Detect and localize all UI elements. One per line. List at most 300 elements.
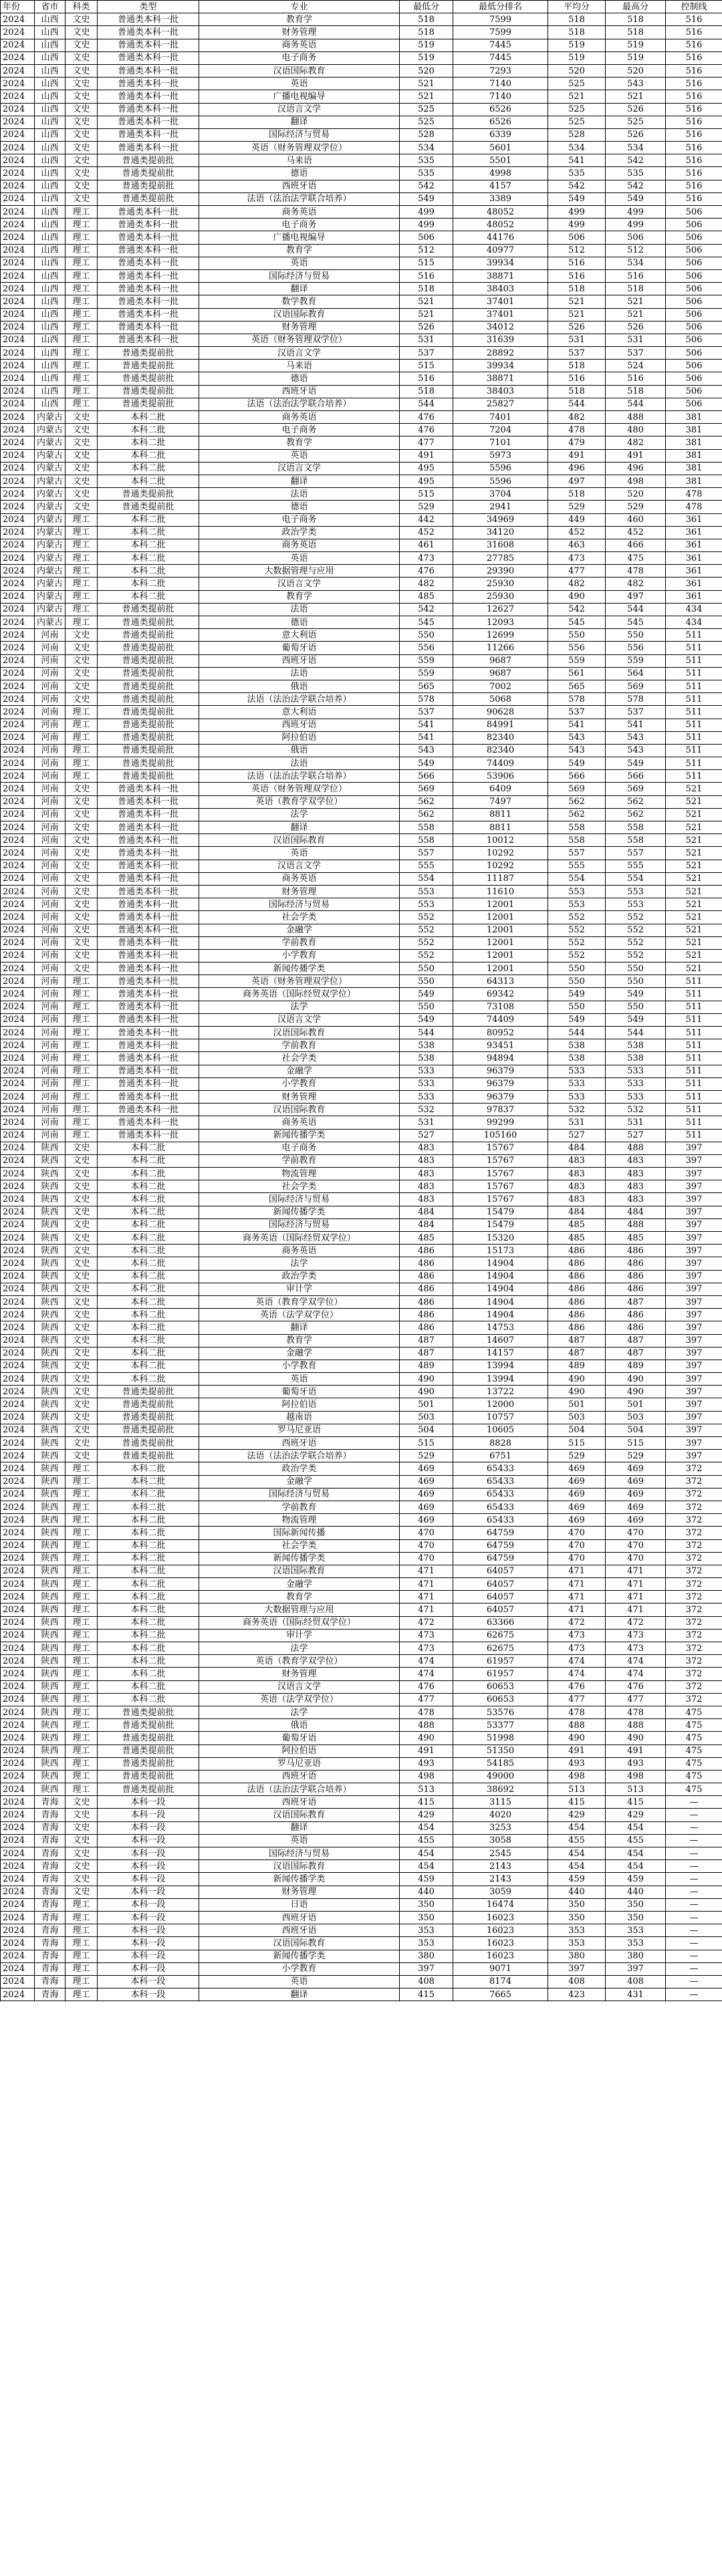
subject-cell: 文史 (66, 821, 98, 834)
province-cell: 陕西 (35, 1527, 66, 1539)
major-cell: 金融学 (199, 1475, 400, 1488)
min-rank-cell: 7002 (453, 680, 548, 692)
year-cell: 2024 (1, 552, 35, 565)
min-score-cell: 550 (400, 1001, 453, 1013)
province-cell: 青海 (35, 1937, 66, 1950)
year-cell: 2024 (1, 103, 35, 116)
avg-score-cell: 482 (548, 577, 606, 590)
min-score-cell: 549 (400, 1013, 453, 1026)
avg-score-cell: 527 (548, 1129, 606, 1142)
batch-cell: 本科二批 (98, 1655, 199, 1668)
major-cell: 教育学 (199, 13, 400, 26)
year-cell: 2024 (1, 1283, 35, 1295)
batch-cell: 普通类本科一批 (98, 128, 199, 141)
max-score-cell: 544 (606, 398, 666, 410)
year-cell: 2024 (1, 1116, 35, 1129)
max-score-cell: 482 (606, 436, 666, 449)
min-score-cell: 556 (400, 642, 453, 654)
min-rank-cell: 38871 (453, 269, 548, 282)
min-score-cell: 483 (400, 1193, 453, 1206)
control-line-cell: 397 (666, 1283, 722, 1295)
min-score-cell: 483 (400, 1168, 453, 1180)
province-cell: 陕西 (35, 1411, 66, 1424)
max-score-cell: 529 (606, 501, 666, 513)
avg-score-cell: 566 (548, 770, 606, 783)
major-cell: 英语（教育学双学位） (199, 1655, 400, 1668)
province-cell: 山西 (35, 372, 66, 385)
min-rank-cell: 4020 (453, 1809, 548, 1821)
min-rank-cell: 16023 (453, 1950, 548, 1962)
batch-cell: 普通类本科一批 (98, 116, 199, 128)
batch-cell: 本科二批 (98, 475, 199, 487)
batch-cell: 本科二批 (98, 1360, 199, 1372)
max-score-cell: 534 (606, 142, 666, 154)
subject-cell: 文史 (66, 26, 98, 39)
batch-cell: 本科二批 (98, 1321, 199, 1334)
avg-score-cell: 483 (548, 1180, 606, 1193)
avg-score-cell: 516 (548, 372, 606, 385)
min-rank-cell: 63366 (453, 1616, 548, 1629)
max-score-cell: 542 (606, 180, 666, 192)
max-score-cell: 533 (606, 1077, 666, 1090)
control-line-cell: 397 (666, 1257, 722, 1270)
min-rank-cell: 10012 (453, 834, 548, 847)
batch-cell: 普通类本科一批 (98, 847, 199, 860)
province-cell: 内蒙古 (35, 436, 66, 449)
major-cell: 新闻传播学类 (199, 962, 400, 975)
batch-cell: 本科二批 (98, 462, 199, 475)
batch-cell: 本科一段 (98, 1809, 199, 1821)
min-score-cell: 476 (400, 424, 453, 436)
control-line-cell: — (666, 1950, 722, 1962)
year-cell: 2024 (1, 1424, 35, 1436)
subject-cell: 理工 (66, 347, 98, 360)
min-rank-cell: 10757 (453, 1411, 548, 1424)
min-score-cell: 558 (400, 834, 453, 847)
header-avg-score: 平均分 (548, 1, 606, 13)
table-row (1, 1719, 722, 1732)
min-rank-cell: 6339 (453, 128, 548, 141)
subject-cell: 文史 (66, 475, 98, 487)
avg-score-cell: 408 (548, 1975, 606, 1988)
control-line-cell: 521 (666, 821, 722, 834)
batch-cell: 本科二批 (98, 1527, 199, 1539)
batch-cell: 本科二批 (98, 552, 199, 565)
major-cell: 法学 (199, 808, 400, 821)
control-line-cell: 397 (666, 1347, 722, 1360)
table-header-row (1, 1, 722, 13)
min-score-cell: 543 (400, 744, 453, 757)
table-row (1, 334, 722, 346)
min-rank-cell: 3115 (453, 1796, 548, 1809)
year-cell: 2024 (1, 667, 35, 680)
province-cell: 河南 (35, 744, 66, 757)
province-cell: 青海 (35, 1911, 66, 1924)
min-score-cell: 515 (400, 360, 453, 372)
major-cell: 阿拉伯语 (199, 1745, 400, 1757)
avg-score-cell: 537 (548, 706, 606, 719)
min-rank-cell: 16023 (453, 1911, 548, 1924)
min-score-cell: 552 (400, 949, 453, 962)
year-cell: 2024 (1, 449, 35, 462)
min-score-cell: 495 (400, 475, 453, 487)
table-row (1, 1450, 722, 1462)
avg-score-cell: 479 (548, 436, 606, 449)
max-score-cell: 535 (606, 167, 666, 180)
min-rank-cell: 51998 (453, 1732, 548, 1745)
avg-score-cell: 499 (548, 219, 606, 231)
year-cell: 2024 (1, 1129, 35, 1142)
major-cell: 俄语 (199, 1719, 400, 1732)
avg-score-cell: 550 (548, 629, 606, 642)
year-cell: 2024 (1, 1104, 35, 1116)
batch-cell: 本科二批 (98, 1309, 199, 1321)
major-cell: 商务英语 (199, 411, 400, 424)
province-cell: 山西 (35, 244, 66, 257)
max-score-cell: 537 (606, 706, 666, 719)
min-score-cell: 520 (400, 64, 453, 77)
max-score-cell: 486 (606, 1270, 666, 1283)
max-score-cell: 498 (606, 475, 666, 487)
batch-cell: 普通类本科一批 (98, 308, 199, 321)
min-score-cell: 542 (400, 180, 453, 192)
batch-cell: 普通类提前批 (98, 385, 199, 398)
batch-cell: 普通类提前批 (98, 667, 199, 680)
major-cell: 金融学 (199, 924, 400, 936)
min-score-cell: 478 (400, 1706, 453, 1718)
min-rank-cell: 7665 (453, 1988, 548, 2001)
year-cell: 2024 (1, 1745, 35, 1757)
year-cell: 2024 (1, 501, 35, 513)
max-score-cell: 483 (606, 1154, 666, 1167)
control-line-cell: 511 (666, 654, 722, 667)
batch-cell: 普通类本科一批 (98, 1001, 199, 1013)
batch-cell: 普通类提前批 (98, 719, 199, 731)
table-row (1, 116, 722, 128)
major-cell: 商务英语（国际经贸双学位） (199, 1616, 400, 1629)
avg-score-cell: 429 (548, 1809, 606, 1821)
major-cell: 意大利语 (199, 629, 400, 642)
province-cell: 河南 (35, 667, 66, 680)
control-line-cell: 372 (666, 1655, 722, 1668)
max-score-cell: 478 (606, 565, 666, 577)
province-cell: 陕西 (35, 1578, 66, 1591)
table-row (1, 219, 722, 231)
min-score-cell: 408 (400, 1975, 453, 1988)
year-cell: 2024 (1, 1732, 35, 1745)
table-row (1, 1552, 722, 1565)
min-score-cell: 552 (400, 924, 453, 936)
batch-cell: 本科二批 (98, 1680, 199, 1693)
subject-cell: 理工 (66, 1783, 98, 1796)
avg-score-cell: 452 (548, 526, 606, 539)
min-score-cell: 555 (400, 860, 453, 872)
province-cell: 山西 (35, 13, 66, 26)
min-rank-cell: 84991 (453, 719, 548, 731)
control-line-cell: 397 (666, 1398, 722, 1411)
table-row (1, 885, 722, 898)
subject-cell: 理工 (66, 372, 98, 385)
max-score-cell: 555 (606, 860, 666, 872)
province-cell: 内蒙古 (35, 565, 66, 577)
batch-cell: 普通类本科一批 (98, 860, 199, 872)
batch-cell: 普通类本科一批 (98, 13, 199, 26)
control-line-cell: 372 (666, 1539, 722, 1552)
major-cell: 英语（教育学双学位） (199, 1295, 400, 1308)
province-cell: 山西 (35, 269, 66, 282)
major-cell: 英语 (199, 1975, 400, 1988)
max-score-cell: 469 (606, 1514, 666, 1527)
subject-cell: 文史 (66, 1154, 98, 1167)
province-cell: 山西 (35, 142, 66, 154)
max-score-cell: 454 (606, 1821, 666, 1834)
max-score-cell: 541 (606, 719, 666, 731)
avg-score-cell: 490 (548, 1732, 606, 1745)
batch-cell: 普通类本科一批 (98, 51, 199, 64)
avg-score-cell: 516 (548, 257, 606, 269)
subject-cell: 理工 (66, 577, 98, 590)
province-cell: 陕西 (35, 1745, 66, 1757)
province-cell: 青海 (35, 1975, 66, 1988)
major-cell: 英语 (199, 552, 400, 565)
province-cell: 陕西 (35, 1591, 66, 1603)
year-cell: 2024 (1, 1706, 35, 1718)
control-line-cell: 372 (666, 1591, 722, 1603)
control-line-cell: 381 (666, 449, 722, 462)
batch-cell: 本科一段 (98, 1821, 199, 1834)
avg-score-cell: 552 (548, 924, 606, 936)
province-cell: 河南 (35, 924, 66, 936)
control-line-cell: 511 (666, 1077, 722, 1090)
batch-cell: 普通类提前批 (98, 1783, 199, 1796)
major-cell: 商务英语 (199, 1116, 400, 1129)
subject-cell: 文史 (66, 1193, 98, 1206)
avg-score-cell: 529 (548, 501, 606, 513)
max-score-cell: 578 (606, 693, 666, 706)
min-score-cell: 490 (400, 1732, 453, 1745)
max-score-cell: 486 (606, 1321, 666, 1334)
batch-cell: 普通类提前批 (98, 1411, 199, 1424)
avg-score-cell: 497 (548, 475, 606, 487)
min-rank-cell: 37401 (453, 295, 548, 308)
batch-cell: 普通类本科一批 (98, 1039, 199, 1052)
control-line-cell: 397 (666, 1437, 722, 1450)
batch-cell: 本科二批 (98, 526, 199, 539)
min-rank-cell: 15479 (453, 1218, 548, 1231)
year-cell: 2024 (1, 526, 35, 539)
avg-score-cell: 483 (548, 1193, 606, 1206)
year-cell: 2024 (1, 706, 35, 719)
max-score-cell: 472 (606, 1616, 666, 1629)
table-row (1, 90, 722, 103)
year-cell: 2024 (1, 231, 35, 244)
province-cell: 山西 (35, 295, 66, 308)
avg-score-cell: 506 (548, 231, 606, 244)
batch-cell: 本科二批 (98, 436, 199, 449)
subject-cell: 理工 (66, 1129, 98, 1142)
min-rank-cell: 64057 (453, 1578, 548, 1591)
major-cell: 翻译 (199, 116, 400, 128)
table-row (1, 244, 722, 257)
control-line-cell: 397 (666, 1360, 722, 1372)
province-cell: 河南 (35, 821, 66, 834)
min-score-cell: 491 (400, 449, 453, 462)
control-line-cell: 372 (666, 1616, 722, 1629)
major-cell: 商务英语 (199, 206, 400, 219)
min-rank-cell: 38692 (453, 1783, 548, 1796)
batch-cell: 普通类本科一批 (98, 1065, 199, 1077)
subject-cell: 理工 (66, 1668, 98, 1680)
avg-score-cell: 538 (548, 1039, 606, 1052)
table-row (1, 398, 722, 410)
subject-cell: 文史 (66, 1334, 98, 1347)
max-score-cell: 474 (606, 1668, 666, 1680)
year-cell: 2024 (1, 1398, 35, 1411)
major-cell: 商务英语 (199, 39, 400, 51)
province-cell: 陕西 (35, 1347, 66, 1360)
batch-cell: 本科二批 (98, 1193, 199, 1206)
control-line-cell: 516 (666, 26, 722, 39)
province-cell: 青海 (35, 1962, 66, 1975)
max-score-cell: 483 (606, 1180, 666, 1193)
batch-cell: 普通类本科一批 (98, 872, 199, 885)
batch-cell: 本科二批 (98, 1539, 199, 1552)
batch-cell: 本科二批 (98, 1565, 199, 1577)
table-row (1, 295, 722, 308)
control-line-cell: 397 (666, 1295, 722, 1308)
year-cell: 2024 (1, 1065, 35, 1077)
avg-score-cell: 541 (548, 719, 606, 731)
max-score-cell: 471 (606, 1578, 666, 1591)
subject-cell: 文史 (66, 462, 98, 475)
major-cell: 俄语 (199, 744, 400, 757)
year-cell: 2024 (1, 1924, 35, 1937)
batch-cell: 本科二批 (98, 1245, 199, 1257)
province-cell: 青海 (35, 1796, 66, 1809)
avg-score-cell: 423 (548, 1988, 606, 2001)
province-cell: 河南 (35, 808, 66, 821)
table-row (1, 64, 722, 77)
min-score-cell: 553 (400, 898, 453, 911)
min-rank-cell: 6526 (453, 103, 548, 116)
min-rank-cell: 65433 (453, 1488, 548, 1501)
major-cell: 小学教育 (199, 1962, 400, 1975)
avg-score-cell: 489 (548, 1360, 606, 1372)
province-cell: 陕西 (35, 1783, 66, 1796)
control-line-cell: — (666, 1975, 722, 1988)
year-cell: 2024 (1, 116, 35, 128)
batch-cell: 本科二批 (98, 565, 199, 577)
max-score-cell: 487 (606, 1295, 666, 1308)
max-score-cell: 518 (606, 13, 666, 26)
province-cell: 青海 (35, 1834, 66, 1847)
table-row (1, 1437, 722, 1450)
year-cell: 2024 (1, 1757, 35, 1770)
min-rank-cell: 99299 (453, 1116, 548, 1129)
min-rank-cell: 3704 (453, 488, 548, 501)
subject-cell: 理工 (66, 1527, 98, 1539)
avg-score-cell: 518 (548, 283, 606, 295)
min-score-cell: 550 (400, 962, 453, 975)
max-score-cell: 485 (606, 1232, 666, 1245)
control-line-cell: 397 (666, 1154, 722, 1167)
min-score-cell: 541 (400, 731, 453, 744)
min-rank-cell: 38871 (453, 372, 548, 385)
min-rank-cell: 96379 (453, 1090, 548, 1103)
year-cell: 2024 (1, 1001, 35, 1013)
batch-cell: 本科二批 (98, 1168, 199, 1180)
control-line-cell: — (666, 1809, 722, 1821)
major-cell: 法语（法治法学联合培养） (199, 192, 400, 205)
max-score-cell: 470 (606, 1539, 666, 1552)
subject-cell: 理工 (66, 757, 98, 770)
control-line-cell: 516 (666, 103, 722, 116)
min-score-cell: 397 (400, 1962, 453, 1975)
year-cell: 2024 (1, 51, 35, 64)
batch-cell: 普通类提前批 (98, 654, 199, 667)
min-rank-cell: 62675 (453, 1642, 548, 1655)
major-cell: 英语 (199, 257, 400, 269)
subject-cell: 文史 (66, 795, 98, 808)
table-row (1, 1847, 722, 1860)
max-score-cell: 554 (606, 872, 666, 885)
avg-score-cell: 553 (548, 898, 606, 911)
max-score-cell: 488 (606, 1142, 666, 1154)
max-score-cell: 350 (606, 1898, 666, 1911)
max-score-cell: 431 (606, 1988, 666, 2001)
batch-cell: 本科一段 (98, 1937, 199, 1950)
control-line-cell: — (666, 1898, 722, 1911)
max-score-cell: 558 (606, 821, 666, 834)
province-cell: 河南 (35, 795, 66, 808)
min-rank-cell: 4998 (453, 167, 548, 180)
year-cell: 2024 (1, 39, 35, 51)
table-row (1, 860, 722, 872)
min-rank-cell: 7401 (453, 411, 548, 424)
batch-cell: 普通类提前批 (98, 1719, 199, 1732)
min-rank-cell: 93451 (453, 1039, 548, 1052)
max-score-cell: 521 (606, 308, 666, 321)
min-rank-cell: 65433 (453, 1514, 548, 1527)
batch-cell: 本科二批 (98, 1642, 199, 1655)
max-score-cell: 516 (606, 269, 666, 282)
subject-cell: 理工 (66, 1552, 98, 1565)
min-score-cell: 473 (400, 1642, 453, 1655)
min-score-cell: 515 (400, 488, 453, 501)
min-rank-cell: 34012 (453, 321, 548, 334)
control-line-cell: 511 (666, 1013, 722, 1026)
major-cell: 新闻传播学类 (199, 1206, 400, 1218)
min-rank-cell: 13994 (453, 1373, 548, 1386)
avg-score-cell: 549 (548, 757, 606, 770)
province-cell: 陕西 (35, 1142, 66, 1154)
control-line-cell: 372 (666, 1527, 722, 1539)
control-line-cell: 506 (666, 308, 722, 321)
min-rank-cell: 10292 (453, 860, 548, 872)
major-cell: 法语（法治法学联合培养） (199, 770, 400, 783)
table-row (1, 1809, 722, 1821)
min-score-cell: 531 (400, 334, 453, 346)
year-cell: 2024 (1, 295, 35, 308)
subject-cell: 理工 (66, 321, 98, 334)
subject-cell: 理工 (66, 616, 98, 629)
subject-cell: 理工 (66, 231, 98, 244)
min-score-cell: 353 (400, 1924, 453, 1937)
batch-cell: 普通类本科一批 (98, 283, 199, 295)
subject-cell: 文史 (66, 924, 98, 936)
province-cell: 陕西 (35, 1257, 66, 1270)
batch-cell: 本科二批 (98, 1603, 199, 1616)
